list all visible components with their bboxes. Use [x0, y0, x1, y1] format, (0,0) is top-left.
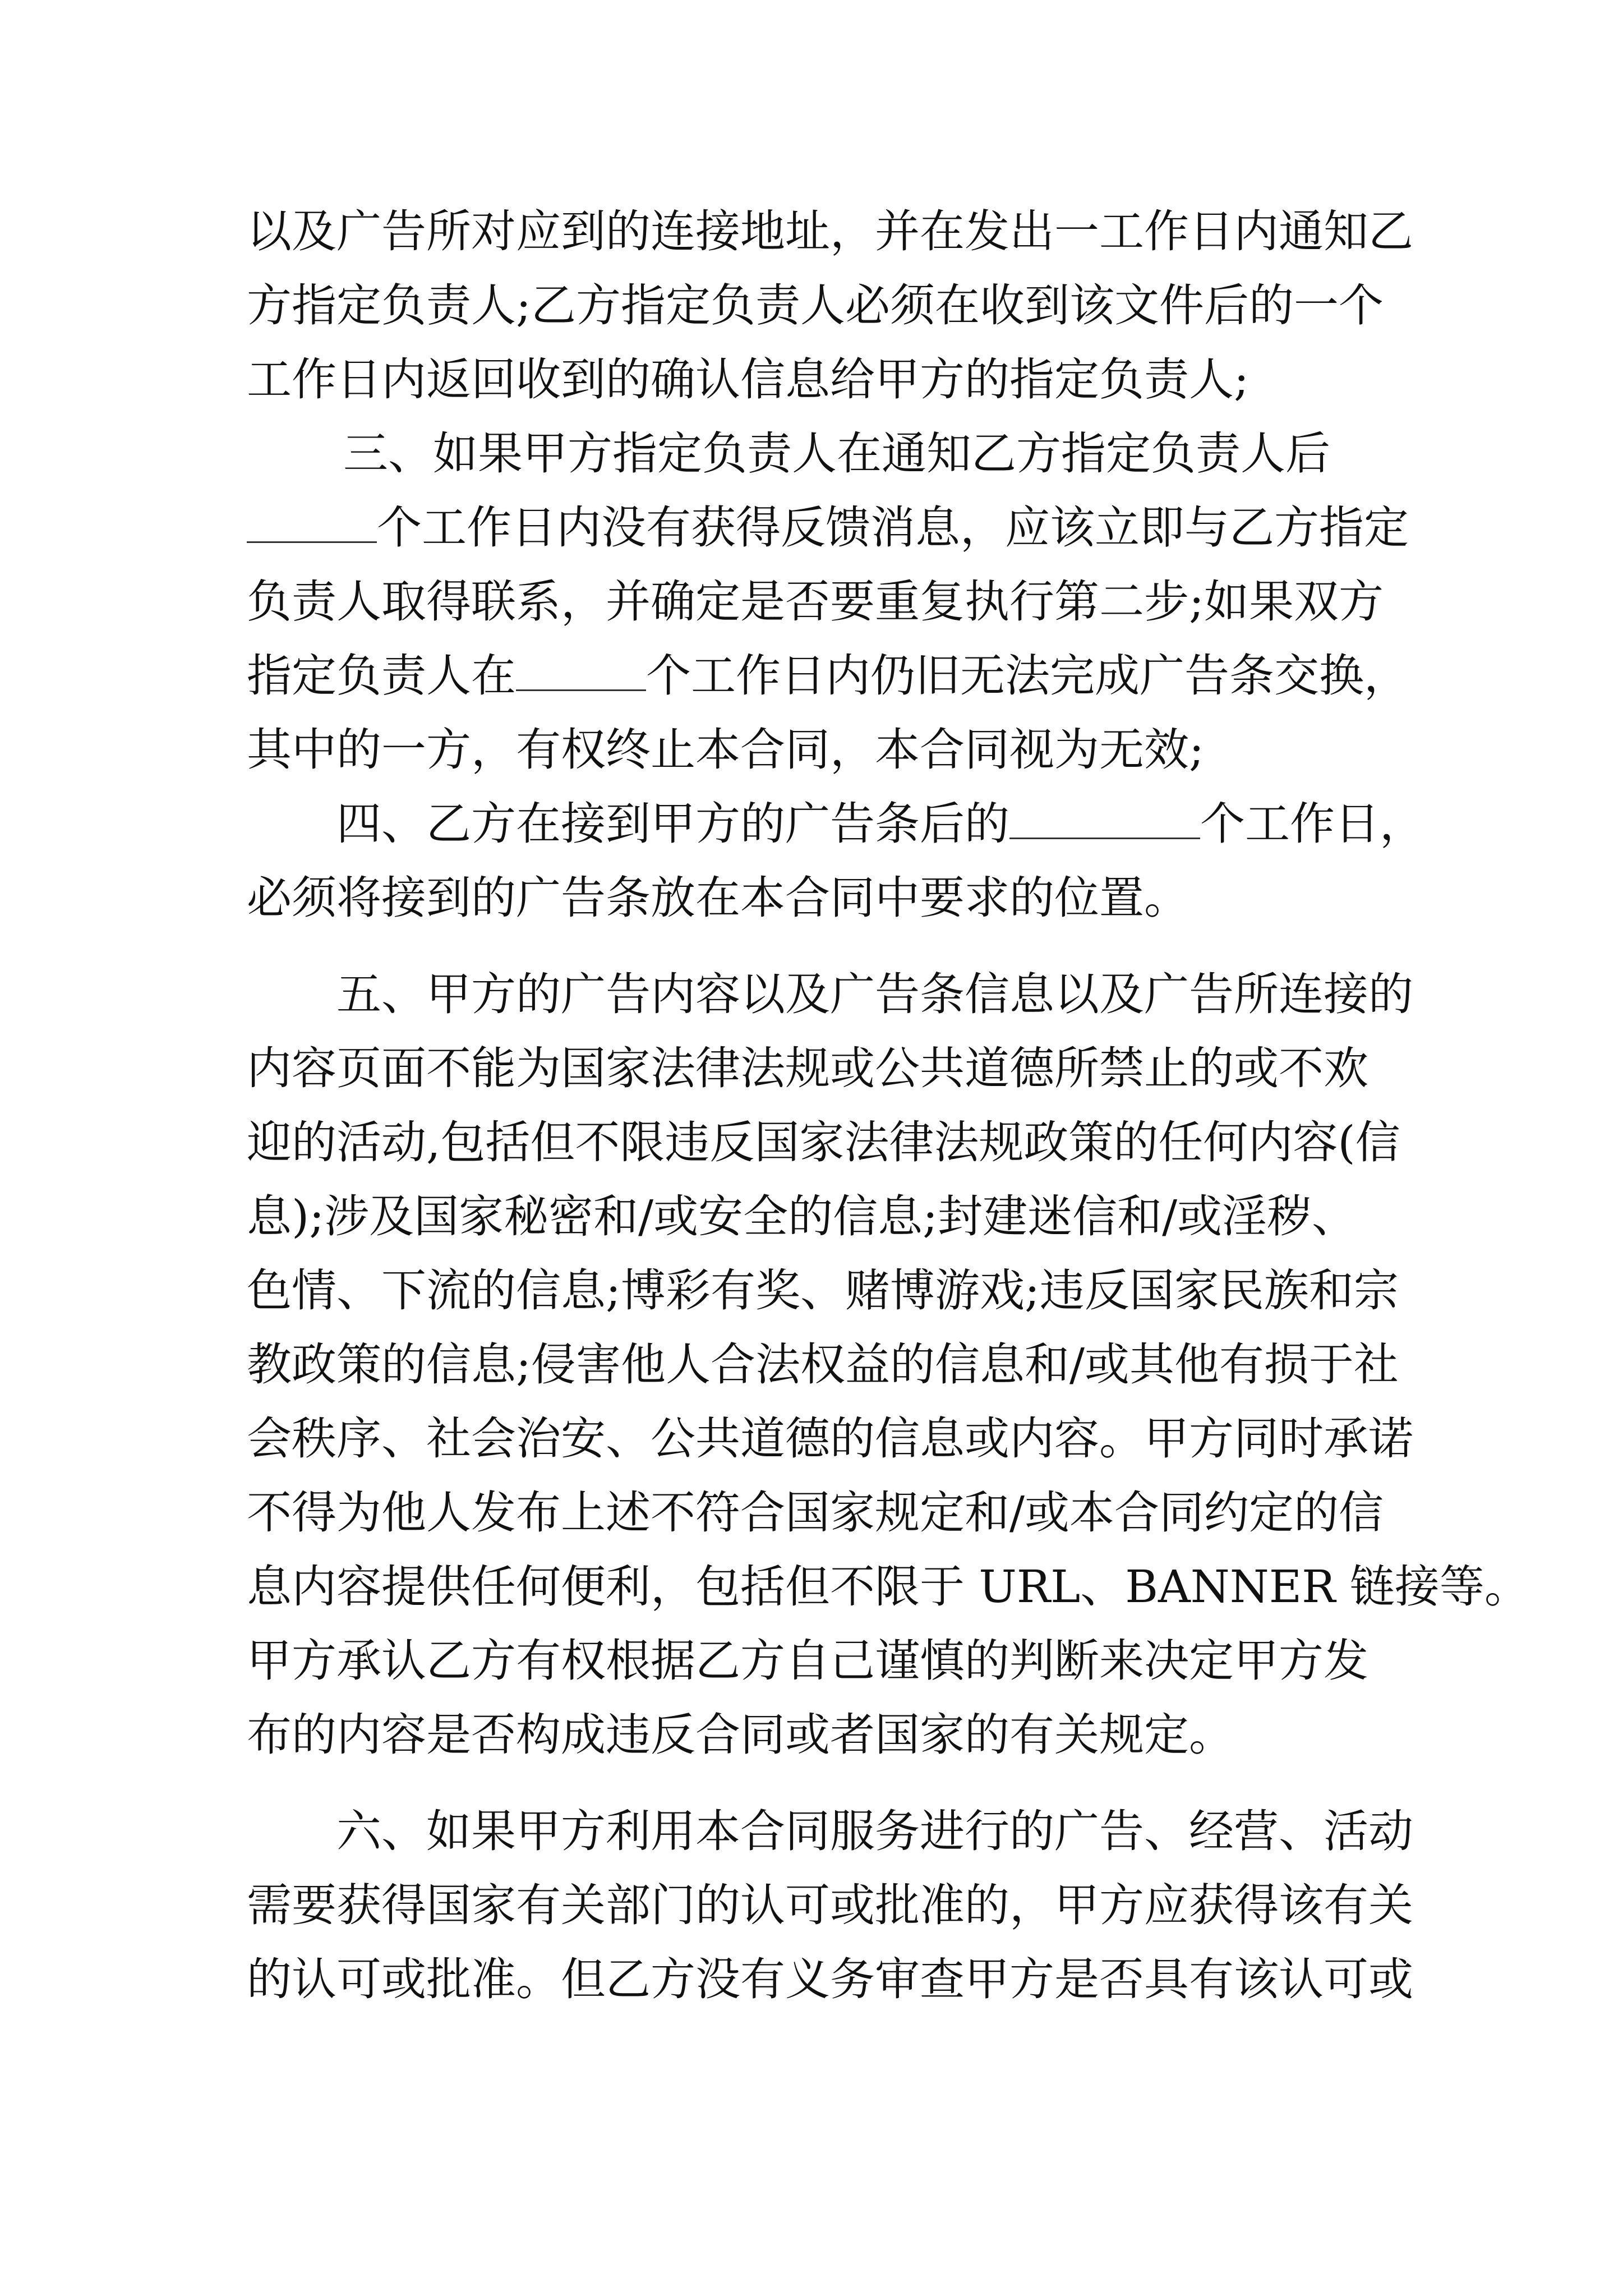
line-text: 工作日内返回收到的确认信息给甲方的指定负责人; — [247, 353, 1249, 406]
text-line-14 — [0, 1189, 1623, 1245]
text-line-12 — [0, 1041, 1623, 1097]
line-text: 六、如果甲方利用本合同服务进行的广告、经营、活动 — [336, 1805, 1413, 1857]
text-line-23 — [0, 1878, 1623, 1934]
text-line-10 — [0, 870, 1623, 926]
line-text: 迎的活动,包括但不限违反国家法律法规政策的任何内容(信 — [247, 1116, 1400, 1168]
line-text: 息内容提供任何便利，包括但不限于 URL、BANNER 链接等。 — [247, 1561, 1529, 1613]
paragraph-6-start — [0, 1803, 1623, 1860]
line-text: 以及广告所对应到的连接地址，并在发出一工作日内通知乙 — [247, 205, 1413, 257]
text-line-13 — [0, 1115, 1623, 1171]
text-line-16 — [0, 1337, 1623, 1393]
line-text: 不得为他人发布上述不符合国家规定和/或本合同约定的信 — [247, 1487, 1384, 1539]
text-line-17 — [0, 1411, 1623, 1467]
fill-in-blank — [516, 650, 646, 691]
line-text: 会秩序、社会治安、公共道德的信息或内容。甲方同时承诺 — [247, 1412, 1413, 1465]
text-line-1 — [0, 204, 1623, 260]
text-line-2 — [0, 278, 1623, 334]
line-text: 五、甲方的广告内容以及广告条信息以及广告所连接的 — [336, 968, 1413, 1020]
text-line-24 — [0, 1952, 1623, 2008]
line-text: 色情、下流的信息;博彩有奖、赌博游戏;违反国家民族和宗 — [247, 1264, 1399, 1317]
line-text: 个工作日内没有获得反馈消息，应该立即与乙方指定 — [377, 501, 1409, 554]
line-text: 个工作日内仍旧无法完成广告条交换， — [646, 650, 1409, 702]
text-line-21 — [0, 1707, 1623, 1763]
paragraph-4-start — [0, 796, 1623, 852]
text-line-19 — [0, 1559, 1623, 1615]
text-line-3 — [0, 352, 1623, 408]
text-line-8 — [0, 722, 1623, 778]
line-text: 的认可或批准。但乙方没有义务审查甲方是否具有该认可或 — [247, 1953, 1413, 2005]
line-text: 内容页面不能为国家法律法规或公共道德所禁止的或不欢 — [247, 1042, 1368, 1094]
text-line-18 — [0, 1485, 1623, 1541]
line-text: 方指定负责人;乙方指定负责人必须在收到该文件后的一个 — [247, 279, 1384, 332]
line-text: 指定负责人在 — [247, 650, 516, 702]
line-text: 其中的一方，有权终止本合同，本合同视为无效; — [247, 724, 1204, 776]
text-line-15 — [0, 1263, 1623, 1319]
line-text: 需要获得国家有关部门的认可或批准的，甲方应获得该有关 — [247, 1879, 1413, 1931]
text-line-7 — [0, 648, 1623, 704]
paragraph-3-start — [0, 426, 1623, 482]
paragraph-5-start — [0, 967, 1623, 1023]
text-line-20 — [0, 1633, 1623, 1689]
line-text: 布的内容是否构成违反合同或者国家的有关规定。 — [247, 1709, 1234, 1761]
line-text: 四、乙方在接到甲方的广告条后的 — [336, 798, 1009, 850]
text-line-5 — [0, 500, 1623, 556]
line-text: 个工作日， — [1200, 798, 1424, 850]
line-text: 教政策的信息;侵害他人合法权益的信息和/或其他有损于社 — [247, 1338, 1399, 1391]
fill-in-blank — [247, 502, 377, 543]
line-text: 甲方承认乙方有权根据乙方自己谨慎的判断来决定甲方发 — [247, 1635, 1368, 1687]
fill-in-blank — [1009, 798, 1200, 839]
text-line-6 — [0, 574, 1623, 630]
line-text: 负责人取得联系，并确定是否要重复执行第二步;如果双方 — [247, 576, 1384, 628]
line-text: 三、如果甲方指定负责人在通知乙方指定负责人后 — [343, 427, 1330, 480]
line-text: 息);涉及国家秘密和/或安全的信息;封建迷信和/或淫秽、 — [247, 1190, 1357, 1243]
line-text: 必须将接到的广告条放在本合同中要求的位置。 — [247, 872, 1189, 924]
